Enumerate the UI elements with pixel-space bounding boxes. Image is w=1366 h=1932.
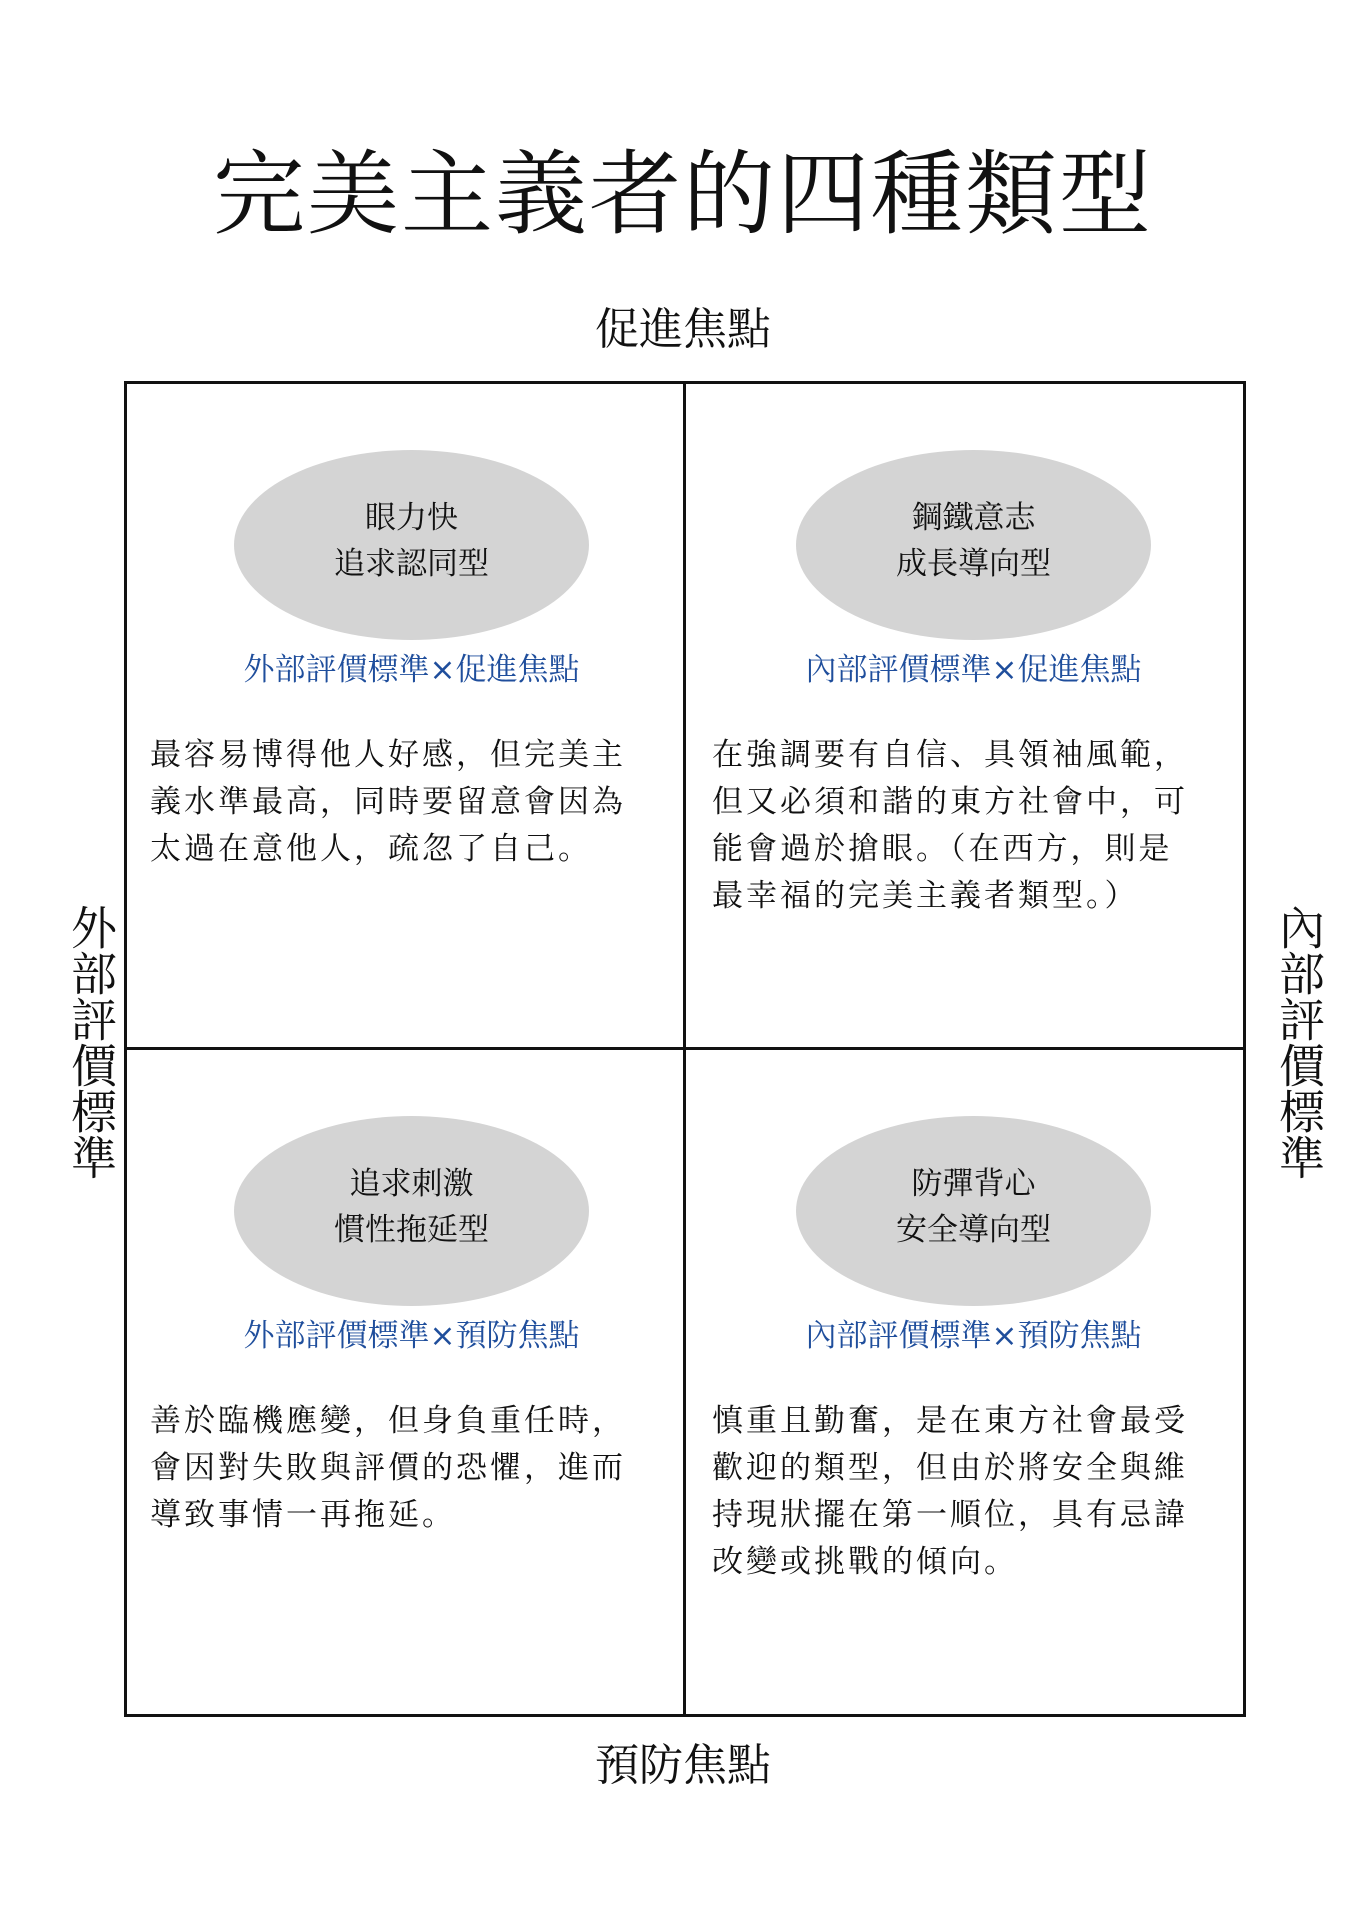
description-line: 持現狀擺在第一順位，具有忌諱 xyxy=(712,1497,1188,1533)
description-line: 最幸福的完美主義者類型。） xyxy=(712,878,1139,914)
description-line: 慎重且勤奮，是在東方社會最受 xyxy=(712,1403,1188,1439)
type-name-line2: 追求認同型 xyxy=(334,546,489,582)
description-line: 會因對失敗與評價的恐懼，進而 xyxy=(150,1450,626,1486)
description xyxy=(712,732,1212,920)
type-name-line1: 鋼鐵意志 xyxy=(911,500,1036,536)
description-line: 善於臨機應變，但身負重任時， xyxy=(150,1403,626,1439)
description-line: 在強調要有自信、具領袖風範， xyxy=(712,737,1188,773)
type-name-line2: 安全導向型 xyxy=(896,1212,1051,1248)
type-ellipse xyxy=(796,450,1151,640)
criteria-label: 內部評價標準×促進焦點 xyxy=(805,652,1142,688)
type-ellipse xyxy=(234,1116,589,1306)
criteria-label: 外部評價標準×預防焦點 xyxy=(243,1318,580,1354)
axis-label-right: 內部評價標準 xyxy=(1272,904,1326,1180)
axis-label-top: 促進焦點 xyxy=(595,304,771,355)
description-line: 但又必須和諧的東方社會中，可 xyxy=(712,784,1188,820)
description-line: 太過在意他人，疏忽了自己。 xyxy=(150,831,592,867)
axis-label-left: 外部評價標準 xyxy=(64,904,118,1180)
type-name-line1: 追求刺激 xyxy=(349,1166,474,1202)
type-name-line2: 慣性拖延型 xyxy=(334,1212,489,1248)
type-name-line1: 眼力快 xyxy=(365,500,458,536)
criteria-label: 內部評價標準×預防焦點 xyxy=(805,1318,1142,1354)
description-line: 歡迎的類型，但由於將安全與維 xyxy=(712,1450,1188,1486)
type-name-line1: 防彈背心 xyxy=(911,1166,1036,1202)
description-line: 義水準最高，同時要留意會因為 xyxy=(150,784,626,820)
grid-horizontal-divider xyxy=(124,1047,1246,1050)
type-ellipse xyxy=(234,450,589,640)
description-line: 改變或挑戰的傾向。 xyxy=(712,1544,1018,1580)
criteria-label: 外部評價標準×促進焦點 xyxy=(243,652,580,688)
description xyxy=(712,1398,1212,1586)
type-name-line2: 成長導向型 xyxy=(896,546,1051,582)
page-title: 完美主義者的四種類型 xyxy=(212,141,1153,248)
description xyxy=(150,1398,650,1539)
description-line: 能會過於搶眼。（在西方，則是 xyxy=(712,831,1173,867)
type-ellipse xyxy=(796,1116,1151,1306)
description-line: 最容易博得他人好感，但完美主 xyxy=(150,737,626,773)
description-line: 導致事情一再拖延。 xyxy=(150,1497,456,1533)
axis-label-bottom: 預防焦點 xyxy=(595,1740,771,1791)
description xyxy=(150,732,650,873)
